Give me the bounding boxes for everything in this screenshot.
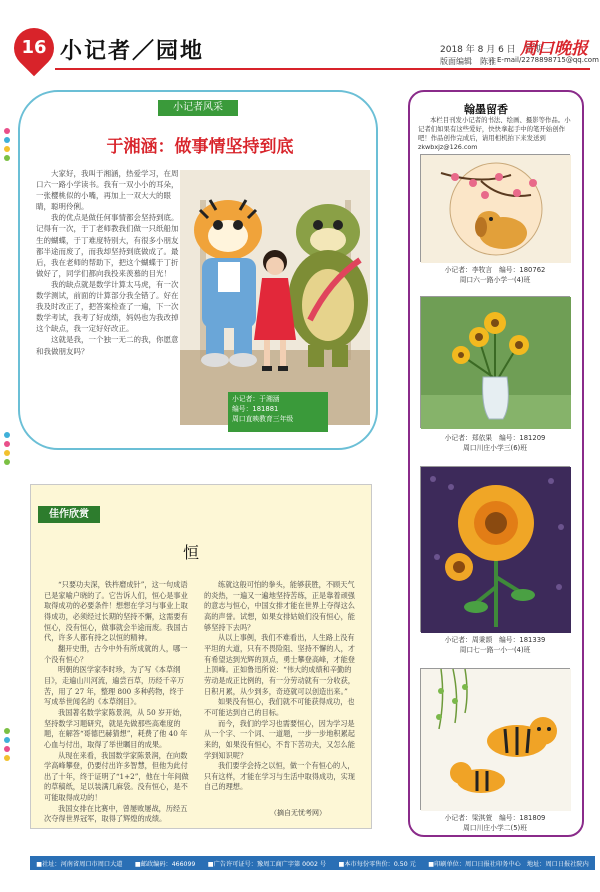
decor-dots-mid	[4, 432, 12, 465]
essay-paragraph: 而今，我们的学习也需要恒心，因为学习是从一个字、一个词、一道题，一步一步地积累起来的，如果没有恒心，不肯下苦功夫，又怎么能学到知识呢？	[204, 718, 355, 760]
essay-paragraph: 从以上事例，我们不难看出，人生路上没有平坦的大道，只有不畏险阻、坚持不懈的人，才有希望达到光辉的顶点，勇士攀登高峰，才能登上顶峰。正如鲁迅所说：“伟大的成绩和辛勤的劳动是成正比例的，有一分劳动就有一分收获，日积月累，从少到多，奇迹就可以创造出来。”	[204, 633, 355, 696]
artwork-author: 小记者：周秉颉 编号：181339	[444, 636, 546, 644]
footer-postcode: ■邮政编码：466099	[134, 860, 196, 868]
footer-address: ■社址：河南省周口市周口大道	[36, 860, 123, 868]
essay-column-right	[204, 580, 356, 795]
artwork-image	[420, 668, 570, 810]
artwork-caption	[420, 266, 570, 285]
artwork-image	[420, 296, 570, 428]
page-number: 16	[21, 37, 47, 58]
essay-source: （摘自无忧考网）	[270, 809, 326, 817]
artwork-school: 周口七一路一小一(4)班	[459, 645, 531, 654]
essay-paragraph: 明朝的医学家李时珍，为了写《本草纲目》，走遍山川河流，遍尝百草，历经千辛万苦，用了 27 年，整理 800 多种药物，终于写成举世闻名的《本草纲目》。	[44, 665, 185, 707]
newspaper-logo: 周口晚报	[520, 39, 588, 59]
reporter-id: 编号：181881	[232, 404, 279, 413]
profile-paragraph: 我的缺点就是数学计算太马虎，有一次数学测试，前面的计算部分我全错了。好在我及时改正了，把答案检查了一遍，下一次数学考试，我考了好成绩，妈妈也为我改掉这个缺点，我一定好好改正。	[36, 279, 179, 334]
decor-dots-low	[4, 728, 12, 761]
artwork-school: 周口六一路小学一(4)班	[459, 275, 531, 284]
photo-illustration	[180, 170, 370, 425]
artwork-author: 小记者：李牧言 编号：180762	[444, 266, 546, 274]
section-title: 小记者／园地	[60, 38, 205, 64]
reporter-name: 小记者：于湘涵	[232, 395, 280, 403]
essay-paragraph: 我们要学会持之以恒，做一个有恒心的人，只有这样，才能在学习与生活中取得成功，实现自己的理想。	[204, 761, 355, 792]
artwork-image	[420, 466, 570, 632]
essay-title: 恒	[183, 543, 200, 562]
dog-painting	[421, 155, 571, 263]
essay-paragraph: 如果没有恒心，我们就不可能获得成功，也不可能达到自己的目标。	[204, 697, 355, 717]
dotted-sunflower-painting	[421, 467, 571, 633]
page-number-badge	[6, 20, 63, 77]
artwork-caption	[420, 636, 570, 655]
footer-bar	[30, 856, 595, 870]
essay-paragraph: 我国著名数学家陈景润，从 50 岁开始，坚持数学习题研究，就是先做那些高难度的题，在解答“哥德巴赫猜想”，耗费了他 40 年心血与付出，取得了举世瞩目的成果。	[44, 707, 188, 749]
artwork-author: 小记者：梁淇萱 编号：181809	[444, 814, 546, 822]
editor-email: E-mail/2278898715@qq.com	[497, 56, 599, 64]
essay-paragraph: 练就这般可怕的拳头，能够获胜，不顾天气的炎热，一遍又一遍地坚持苦练，正是靠着顽强的意志与恒心，中国女排才能在世界上夺得这么高的声誉。试想，如果女排姑娘们没有恒心，能够坚持下去吗？	[204, 580, 355, 632]
footer-price: ■本市每份零售价：0.50 元	[338, 860, 416, 868]
page-editor: 版面编辑 陈雅	[440, 57, 496, 66]
essay-paragraph: 我国女排在比赛中，曾屡败屡战，历经五次夺得世界冠军，取得了辉煌的成绩。	[44, 803, 188, 824]
reporter-photo	[180, 170, 370, 425]
profile-headline: 于湘涵：做事情坚持到底	[106, 137, 294, 157]
tiger-painting	[421, 669, 571, 811]
essay-paragraph: “只要功夫深，铁杵磨成针”，这一句成语已是家喻户晓的了。它告诉人们，恒心是事业取得成功的必要条件！想想在学习与事业上取得成功，必须经过长期的坚持不懈，这需要有恒心，没有恒心，做事就会半途而废。我国古代，许多人都有持之以恒的精神。	[44, 580, 188, 643]
issue-date: 2018 年 8 月 6 日 星期一	[440, 45, 552, 55]
reporter-school: 周口直映教育三年级	[232, 414, 294, 423]
essay-column-tag: 佳作欣赏	[38, 506, 100, 523]
essay-paragraph: 翻开史册，古今中外有所成就的人，哪一个没有恒心？	[44, 643, 188, 664]
sunflower-vase-painting	[421, 297, 571, 429]
profile-column-tag: 小记者风采	[158, 100, 238, 116]
artwork-caption	[420, 814, 570, 833]
footer-printer: ■印刷单位：周口日报社印务中心 地址：周口日报社院内	[428, 860, 589, 868]
art-column-intro: 本栏目刊发小记者的书法、绘画、摄影等作品。小记者们如果有这些爱好，快快拿起手中的笔开始创作吧！作品创作完成后，请用相机拍下来发送到 zkwbxjz@126.com	[418, 116, 571, 152]
essay-paragraph: 从现在来看，我国数学家陈景润，在向数学高峰攀登，仍要付出许多智慧，但他为此付出了十年，终于证明了“1+2”，他在十年间做的草稿纸，足以装满几麻袋。没有恒心，是不可能取得成功的！	[44, 750, 189, 803]
art-column-title: 翰墨留香	[464, 103, 508, 116]
profile-paragraph: 大家好，我叫于湘涵，热爱学习，在周口六一路小学读书。我有一双小小的耳朵，一张樱桃似的小嘴，再加上一双大大的眼睛，聪明伶俐。	[36, 169, 179, 212]
reporter-caption	[228, 392, 328, 432]
profile-article-body	[36, 168, 184, 438]
profile-paragraph: 我的优点是做任何事情都会坚持到底。记得有一次，于丁老师教我们做一只纸船加生的蝴蝶，于丁难度特别大，有很多小朋友都半途而废了，而我却坚持到底做成了。最后，我在老师的帮助下，把这个蝴蝶于丁折做好了，同学们都向我投来羡慕的目光！	[36, 213, 179, 278]
artwork-caption	[420, 434, 570, 453]
profile-paragraph: 这就是我，一个独一无二的我，你愿意和我做朋友吗？	[36, 335, 179, 356]
artwork-school: 周口川庄小学二(5)班	[462, 823, 527, 832]
artwork-school: 周口川庄小学三(6)班	[462, 443, 527, 452]
artwork-image	[420, 154, 570, 262]
decor-dots-top	[4, 128, 12, 161]
essay-column-left	[44, 580, 189, 824]
artwork-author: 小记者：郑依果 编号：181209	[444, 434, 546, 442]
footer-ad-license: ■广告许可证号：豫周工商广字第 0002 号	[207, 860, 327, 868]
header-rule	[55, 68, 590, 70]
